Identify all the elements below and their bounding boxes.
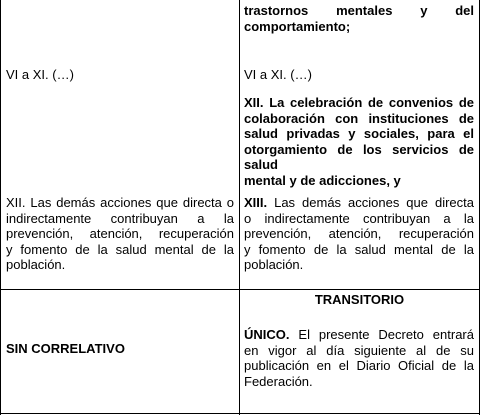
fraction-xiii-label: XIII. [244, 195, 268, 210]
right-ref-vi-xi: VI a XI. (…) [244, 67, 312, 82]
text-line: XII. Las demás acciones que directa o [6, 195, 234, 210]
unico-text: El presente Decreto entrará [289, 327, 474, 342]
right-prev-fraction [244, 3, 474, 34]
text-line: población. [6, 257, 66, 272]
text-line: población. [244, 257, 304, 272]
left-ref-vi-xi: VI a XI. (…) [6, 67, 74, 82]
left-sin-correlativo: SIN CORRELATIVO [6, 341, 125, 356]
table-column-divider [239, 0, 240, 415]
text-line: o indirectamente contribuyan a la [244, 210, 474, 226]
text-line: colaboración con instituciones de [244, 110, 474, 126]
right-fraction-xiii [244, 195, 474, 273]
fraction-xiii-text: Las demás acciones que directa [267, 195, 474, 210]
left-fraction-xii [6, 195, 234, 273]
transitorio-heading: TRANSITORIO [314, 292, 405, 307]
text-line: Federación. [244, 373, 313, 389]
text-line: prevención, atención, recuperación [6, 226, 234, 241]
table-left-border [0, 0, 1, 415]
text-line: otorgamiento de los servicios de salud [244, 141, 474, 172]
text-line: trastornos mentales y del [244, 3, 474, 18]
text-line: indirectamente contribuyan a la [6, 210, 234, 226]
text-line: en vigor al día siguiente al de su [244, 342, 474, 358]
text-line: salud privadas y sociales, para el [244, 126, 474, 141]
text-line: comportamiento; [244, 18, 351, 34]
text-line: y fomento de la salud mental de la [6, 241, 234, 257]
right-unico [244, 327, 474, 389]
text-line: mental y de adicciones, y [244, 172, 401, 188]
text-line [244, 195, 474, 211]
unico-label: ÚNICO. [244, 327, 290, 342]
text-line: prevención, atención, recuperación [244, 226, 474, 241]
table-row-divider [0, 289, 480, 290]
table-bottom-border [0, 413, 480, 414]
right-fraction-xii [244, 95, 474, 188]
text-line [244, 327, 474, 343]
text-line: y fomento de la salud mental de la [244, 241, 474, 257]
text-line: publicación en el Diario Oficial de la [244, 358, 474, 373]
text-line: XII. La celebración de convenios de [244, 95, 474, 110]
